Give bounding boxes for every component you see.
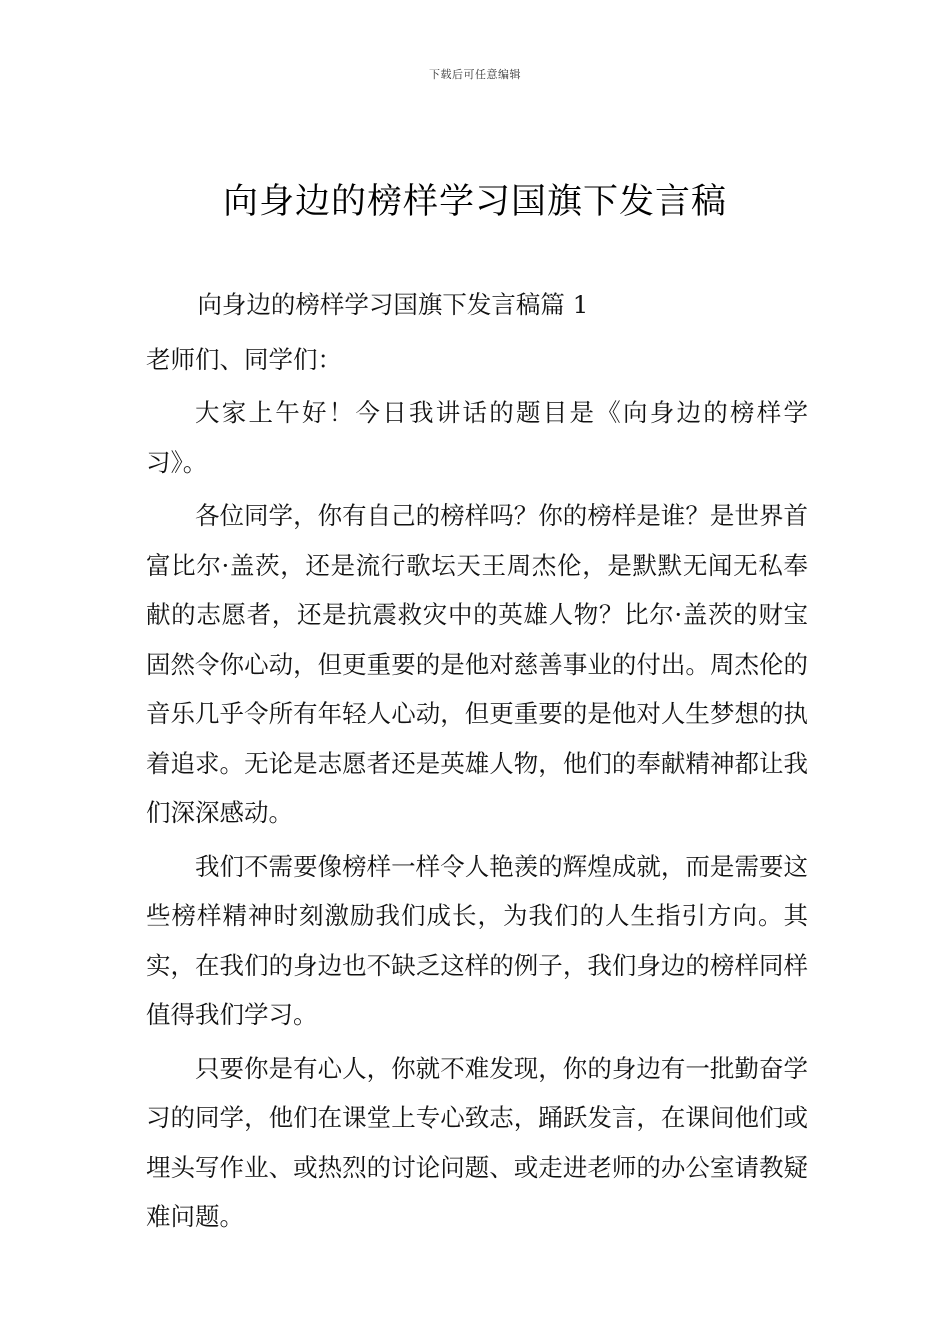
document-body: [146, 280, 808, 1246]
section-heading: 向身边的榜样学习国旗下发言稿篇 1: [197, 290, 589, 319]
document-title: 向身边的榜样学习国旗下发言稿: [222, 182, 727, 222]
paragraph-1: 大家上午好！今日我讲话的题目是《向身边的榜样学习》。: [146, 398, 808, 477]
paragraph-2: 各位同学，你有自己的榜样吗？你的榜样是谁？是世界首富比尔·盖茨，还是流行歌坛天王周杰伦，是默默无闻无私奉献的志愿者，还是抗震救灾中的英雄人物？比尔·盖茨的财宝固然令你心动，但更重要的是他对慈善事业的付出。周杰伦的音乐几乎令所有年轻人心动，但更重要的是他对人生梦想的执着追求。无论是志愿者还是英雄人物，他们的奉献精神都让我们深深感动。: [146, 501, 808, 827]
header-note: 下载后可任意编辑: [429, 68, 521, 81]
paragraph-3: 我们不需要像榜样一样令人艳羡的辉煌成就，而是需要这些榜样精神时刻激励我们成长，为我们的人生指引方向。其实，在我们的身边也不缺乏这样的例子，我们身边的榜样同样值得我们学习。: [146, 851, 808, 1029]
paragraph-4: 只要你是有心人，你就不难发现，你的身边有一批勤奋学习的同学，他们在课堂上专心致志，踊跃发言，在课间他们或埋头写作业、或热烈的讨论问题、或走进老师的办公室请教疑难问题。: [146, 1053, 808, 1231]
salutation: 老师们、同学们：: [146, 344, 342, 374]
